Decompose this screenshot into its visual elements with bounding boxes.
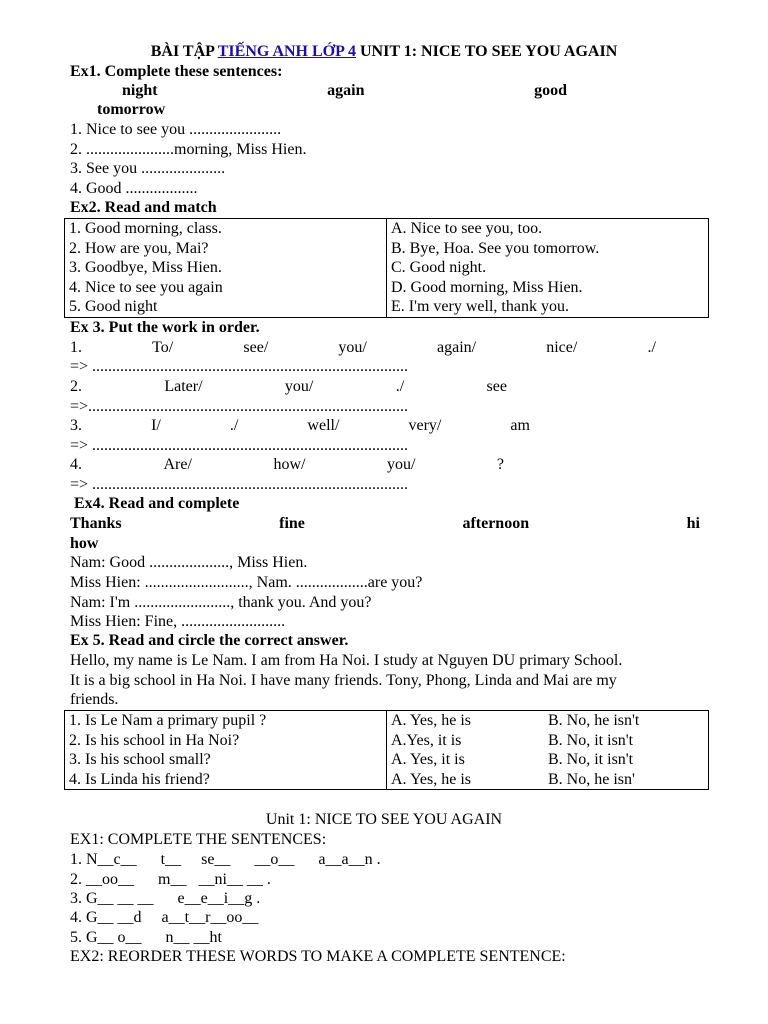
ex3-words-row [70, 455, 504, 475]
ex3-word: I/ [151, 417, 161, 434]
ex1-heading: Ex1. Complete these sentences: [70, 63, 283, 80]
worksheet-title [0, 42, 768, 62]
ex3-heading: Ex 3. Put the work in order. [70, 319, 260, 336]
match-left-item: 3. Goodbye, Miss Hien. [69, 259, 222, 277]
ex3-word: how/ [273, 456, 306, 473]
ex2-left-column [65, 219, 387, 318]
answer-options [391, 750, 704, 770]
word-bank-item: again [327, 82, 365, 99]
ex3-word: Are/ [163, 456, 192, 473]
ex3-answer-line: => ............................................................................... [70, 476, 409, 493]
match-right-item: E. I'm very well, thank you. [391, 298, 569, 316]
ex3-words-row [70, 416, 530, 436]
word-bank-item: Thanks [70, 515, 122, 532]
word-bank-item: tomorrow [97, 101, 166, 118]
ex4-heading: Ex4. Read and complete [74, 495, 240, 512]
answer-a[interactable]: A. Yes, he is [391, 712, 472, 729]
question-item: 2. Is his school in Ha Noi? [69, 731, 240, 749]
ex2-match-table [64, 218, 709, 318]
ex3-word: well/ [307, 417, 340, 434]
ex3-word: again/ [437, 339, 477, 356]
answer-b[interactable]: B. No, it isn't [548, 731, 634, 749]
ex3-answer-line: => ............................................................................... [70, 437, 409, 454]
match-left-item: 5. Good night [69, 298, 158, 316]
ex3-word: you/ [386, 456, 416, 473]
match-left-item: 2. How are you, Mai? [69, 239, 209, 257]
word-bank-item: hi [686, 515, 700, 532]
answer-options [391, 770, 704, 790]
ex5-heading: Ex 5. Read and circle the correct answer. [70, 632, 349, 649]
ex5-question-column [65, 711, 387, 790]
answer-a[interactable]: A.Yes, it is [391, 731, 462, 749]
ex3-word: ./ [647, 339, 656, 356]
question-item: 4. Is Linda his friend? [69, 770, 210, 788]
match-right-item: B. Bye, Hoa. See you tomorrow. [391, 239, 600, 257]
title-prefix: BÀI TẬP [150, 43, 215, 60]
passage-line: friends. [70, 691, 119, 708]
dialogue-line: Nam: Good ...................., Miss Hien. [70, 554, 308, 571]
ex5-answer-column [387, 711, 709, 790]
ex3-answer-line: =>................................................................................ [70, 398, 409, 415]
match-left-item: 1. Good morning, class. [69, 220, 222, 237]
answer-b[interactable]: B. No, he isn't [548, 712, 640, 729]
ex3-word: see [486, 378, 507, 395]
ex1-item: 4. Good .................. [70, 180, 198, 197]
ex3-word: see/ [243, 339, 269, 356]
question-item: 3. Is his school small? [69, 751, 211, 769]
match-right-item: C. Good night. [391, 259, 487, 277]
ex3-word: am [510, 417, 530, 434]
unit-title: Unit 1: NICE TO SEE YOU AGAIN [265, 811, 503, 828]
ex3-words-row [70, 377, 507, 397]
ex3-word: ./ [229, 417, 239, 434]
ex1-item: 2. ......................morning, Miss Hien. [70, 141, 307, 158]
ex3-word: 1. [70, 339, 82, 356]
ex1-item: 1. Nice to see you ....................... [70, 121, 282, 138]
ex3-word: very/ [408, 417, 442, 434]
match-right-item: D. Good morning, Miss Hien. [391, 278, 583, 296]
ex3-word: 2. [70, 378, 82, 395]
ex3-word: 3. [70, 417, 82, 434]
unit-ex1-item: 1. N__c__ t__ se__ __o__ a__a__n . [70, 851, 381, 868]
unit-ex1-item: 5. G__ o__ n__ __ht [70, 929, 222, 946]
answer-options [391, 731, 704, 751]
ex2-heading: Ex2. Read and match [70, 199, 217, 216]
ex1-word-bank [122, 81, 567, 101]
ex3-word: To/ [152, 339, 174, 356]
dialogue-line: Nam: I'm ........................, thank you. And you? [70, 594, 372, 611]
ex4-word-bank [70, 514, 700, 534]
passage-line: Hello, my name is Le Nam. I am from Ha Noi. I study at Nguyen DU primary School. [70, 652, 623, 669]
ex3-words-row [70, 338, 656, 358]
answer-b[interactable]: B. No, he isn' [548, 770, 635, 788]
passage-line: It is a big school in Ha Noi. I have many friends. Tony, Phong, Linda and Mai are my [70, 672, 617, 689]
ex3-word: you/ [338, 339, 367, 356]
match-right-item: A. Nice to see you, too. [391, 220, 543, 237]
ex3-answer-line: => ............................................................................... [70, 358, 409, 375]
word-bank-item: how [70, 535, 99, 552]
unit-ex2-heading: EX2: REORDER THESE WORDS TO MAKE A COMPLETE SENTENCE: [70, 948, 566, 965]
word-bank-item: afternoon [462, 515, 530, 532]
dialogue-line: Miss Hien: Fine, .......................... [70, 613, 286, 630]
unit-ex1-item: 4. G__ __d a__t__r__oo__ [70, 909, 259, 926]
ex2-right-column [387, 219, 709, 318]
answer-options [391, 711, 704, 731]
ex3-word: you/ [284, 378, 314, 395]
answer-a[interactable]: A. Yes, it is [391, 751, 465, 769]
ex3-word: ./ [395, 378, 405, 395]
unit-ex1-item: 2. __oo__ m__ __ni__ __ . [70, 871, 271, 888]
dialogue-line: Miss Hien: .........................., Nam. ..................are you? [70, 574, 423, 591]
ex3-word: ? [496, 456, 504, 473]
question-item: 1. Is Le Nam a primary pupil ? [69, 712, 267, 729]
unit-ex1-item: 3. G__ __ __ e__e__i__g . [70, 890, 261, 907]
word-bank-item: good [534, 82, 567, 99]
ex3-word: nice/ [546, 339, 578, 356]
match-left-item: 4. Nice to see you again [69, 278, 223, 296]
unit-ex1-heading: EX1: COMPLETE THE SENTENCES: [70, 831, 327, 848]
word-bank-item: fine [279, 515, 305, 532]
title-link[interactable]: TIẾNG ANH LỚP 4 [217, 43, 356, 60]
ex1-item: 3. See you ..................... [70, 160, 226, 177]
word-bank-item: night [122, 82, 158, 99]
answer-b[interactable]: B. No, it isn't [548, 751, 634, 769]
ex3-word: 4. [70, 456, 82, 473]
title-suffix: UNIT 1: NICE TO SEE YOU AGAIN [360, 43, 618, 60]
answer-a[interactable]: A. Yes, he is [391, 770, 472, 788]
ex5-question-table [64, 710, 709, 790]
ex3-word: Later/ [164, 378, 203, 395]
